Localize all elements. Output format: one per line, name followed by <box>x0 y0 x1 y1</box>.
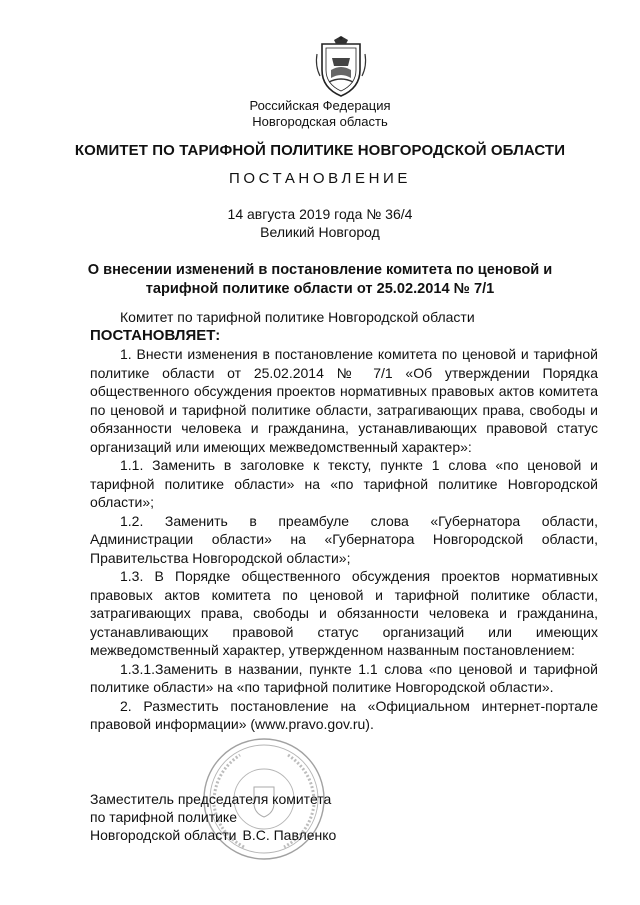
clause-1-2: 1.2. Заменить в преамбуле слова «Губернатора области, Администрации области» на «Губернатора Новгородской области, Правительства Новгородской области»; <box>90 512 598 566</box>
coat-of-arms-icon <box>314 36 368 98</box>
intro-paragraph: Комитет по тарифной политике Новгородской области <box>120 309 475 325</box>
clause-1-3: 1.3. В Порядке общественного обсуждения проектов нормативных правовых актов комитета по ценовой и тарифной политике области, затрагивающих права, свободы и обязанности человека и гражданина, устанавливающих правовой статус организаций или имеющих межведомственный характер, утвержденном названным постановлением: <box>90 568 598 658</box>
document-title <box>0 261 640 299</box>
signer-title-line-2: по тарифной политике <box>90 809 237 825</box>
signer-org: Новгородской области <box>90 827 237 843</box>
region: Новгородская область <box>252 114 388 129</box>
clause-1: 1. Внести изменения в постановление комитета по ценовой и тарифной политике области от 25.02.2014 № 7/1 «Об утверждении Порядка общественного обсуждения проектов нормативных правовых актов комитета по ценовой и тарифной политике области, затрагивающих права, свободы и обязанности человека и гражданина, устанавливающих правовой статус организаций или имеющих межведомственный характер»: <box>90 346 598 455</box>
document-body <box>90 308 598 734</box>
decree-word: ПОСТАНОВЛЯЕТ: <box>90 326 221 344</box>
country-region <box>0 98 640 130</box>
date-number: 14 августа 2019 года № 36/4 <box>227 206 413 222</box>
signer-name: В.С. Павленко <box>242 827 337 843</box>
date-place <box>0 205 640 241</box>
signer-title-line-1: Заместитель председателя комитета <box>90 791 332 807</box>
city: Великий Новгород <box>260 224 380 240</box>
signature-block <box>90 790 336 844</box>
clause-2: 2. Разместить постановление на «Официальном интернет-портале правовой информации» (www.pravo.gov.ru). <box>90 697 598 732</box>
signer-line-3 <box>90 826 336 844</box>
title-line-1: О внесении изменений в постановление комитета по ценовой и <box>87 262 553 278</box>
country: Российская Федерация <box>249 98 391 113</box>
clause-1-3-1: 1.3.1.Заменить в названии, пункте 1.1 слова «по ценовой и тарифной политике области» на «по тарифной политике Новгородской области». <box>90 660 598 695</box>
document-type: ПОСТАНОВЛЕНИЕ <box>228 170 412 187</box>
title-line-2: тарифной политике области от 25.02.2014 № 7/1 <box>145 281 495 297</box>
committee-name: КОМИТЕТ ПО ТАРИФНОЙ ПОЛИТИКЕ НОВГОРОДСКОЙ ОБЛАСТИ <box>74 142 566 159</box>
clause-1-1: 1.1. Заменить в заголовке к тексту, пункте 1 слова «по ценовой и тарифной политике области» на «по тарифной политике Новгородской области»; <box>90 457 598 510</box>
